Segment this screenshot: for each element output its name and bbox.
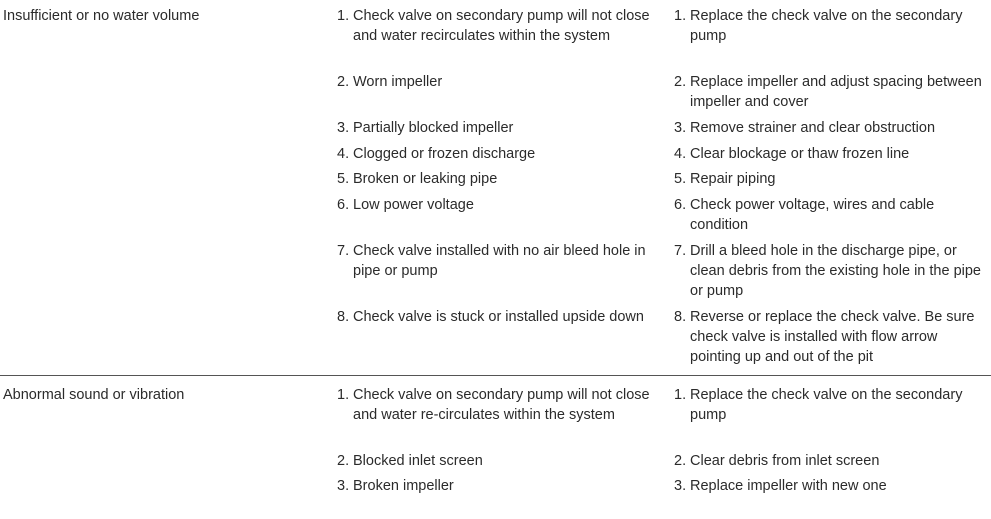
- solution-item: [674, 144, 985, 164]
- item-number: 7.: [337, 243, 350, 259]
- item-number: 2.: [337, 74, 350, 90]
- item-number: 5.: [674, 171, 687, 187]
- item-number: 3.: [337, 478, 350, 494]
- solution-text: Repair piping: [690, 171, 776, 187]
- solution-text: Replace impeller and adjust spacing between impeller and cover: [690, 74, 982, 110]
- item-number: 8.: [674, 309, 687, 325]
- solution-text: Check power voltage, wires and cable condition: [690, 197, 935, 233]
- solution-text: Drill a bleed hole in the discharge pipe, or clean debris from the existing hole in the pipe or pump: [690, 243, 981, 299]
- item-number: 1.: [674, 8, 687, 24]
- item-number: 2.: [674, 453, 687, 469]
- cause-item: [337, 144, 653, 164]
- cause-text: Check valve on secondary pump will not close and water re-circulates within the system: [353, 387, 650, 423]
- item-number: 1.: [674, 387, 687, 403]
- item-number: 8.: [337, 309, 350, 325]
- item-number: 3.: [337, 120, 350, 136]
- item-number: 3.: [674, 120, 687, 136]
- item-number: 5.: [337, 171, 350, 187]
- cause-text: Broken or leaking pipe: [353, 171, 498, 187]
- solution-text: Replace the check valve on the secondary pump: [690, 387, 963, 423]
- cause-item: [337, 118, 653, 138]
- solution-item: [674, 118, 985, 138]
- item-number: 6.: [337, 197, 350, 213]
- cause-item: [337, 6, 653, 46]
- cause-item: [337, 241, 653, 281]
- solution-item: [674, 195, 985, 235]
- cause-text: Low power voltage: [353, 197, 474, 213]
- cause-item: [337, 195, 653, 215]
- problem-cell: Insufficient or no water volume: [3, 8, 200, 24]
- solution-item: [674, 72, 985, 112]
- cause-item: [337, 476, 653, 496]
- solution-text: Replace the check valve on the secondary pump: [690, 8, 963, 44]
- item-number: 1.: [337, 387, 350, 403]
- solution-text: Reverse or replace the check valve. Be sure check valve is installed with flow arrow pointing up and out of the pit: [690, 309, 975, 365]
- item-number: 4.: [674, 146, 687, 162]
- solution-text: Clear debris from inlet screen: [690, 453, 880, 469]
- item-number: 6.: [674, 197, 687, 213]
- cause-item: [337, 169, 653, 189]
- cause-text: Worn impeller: [353, 74, 443, 90]
- item-number: 7.: [674, 243, 687, 259]
- item-number: 2.: [337, 453, 350, 469]
- solution-text: Remove strainer and clear obstruction: [690, 120, 936, 136]
- item-number: 3.: [674, 478, 687, 494]
- solution-item: [674, 241, 985, 301]
- cause-text: Partially blocked impeller: [353, 120, 514, 136]
- cause-item: [337, 307, 653, 327]
- cause-text: Blocked inlet screen: [353, 453, 483, 469]
- solution-text: Clear blockage or thaw frozen line: [690, 146, 910, 162]
- problem-cell: Abnormal sound or vibration: [3, 387, 185, 403]
- solution-item: [674, 169, 985, 189]
- solution-item: [674, 307, 985, 367]
- solution-item: [674, 385, 985, 425]
- cause-item: [337, 385, 653, 425]
- item-number: 2.: [674, 74, 687, 90]
- cause-text: Check valve installed with no air bleed hole in pipe or pump: [353, 243, 646, 279]
- solution-item: [674, 6, 985, 46]
- cause-item: [337, 72, 653, 92]
- cause-text: Check valve is stuck or installed upside down: [353, 309, 644, 325]
- solution-item: [674, 451, 985, 471]
- table-row: [0, 375, 991, 519]
- cause-text: Check valve on secondary pump will not close and water recirculates within the system: [353, 8, 650, 44]
- cause-text: Broken impeller: [353, 478, 454, 494]
- solution-item: [674, 476, 985, 496]
- cause-text: Clogged or frozen discharge: [353, 146, 536, 162]
- item-number: 1.: [337, 8, 350, 24]
- solution-text: Replace impeller with new one: [690, 478, 887, 494]
- cause-item: [337, 451, 653, 471]
- item-number: 4.: [337, 146, 350, 162]
